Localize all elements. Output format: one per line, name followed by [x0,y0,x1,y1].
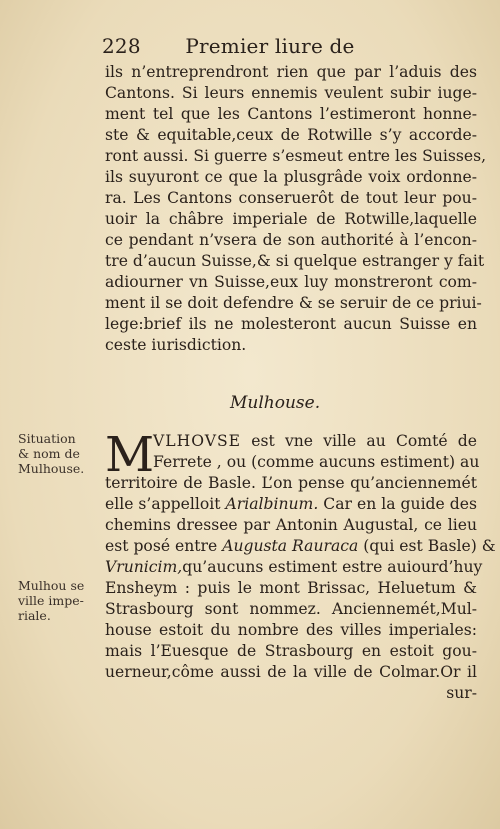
catchword: sur- [446,684,477,702]
running-title: Premier liure de [185,34,355,58]
body-text [105,62,487,356]
drop-capital: M [105,427,155,483]
text-fragment: elle s’appelloit [105,495,226,513]
text-line: ment il se doit defendre & se seruir de ce priui- [105,294,482,312]
margin-note-situation [18,431,96,476]
text-line [105,557,483,578]
text-fragment: est posé entre [105,537,223,555]
text-line: ceste iurisdiction. [105,336,247,354]
running-header [102,34,382,58]
text-line: adiourner vn Suisse,eux luy monstreront com- [105,273,477,291]
text-line: ils n’entreprendront rien que par l’aduis des [105,63,477,81]
text-line [105,494,477,515]
text-line: lege:brief ils ne molesteront aucun Suisse en [105,315,477,333]
text-line: uerneur,côme aussi de la ville de Colmar.Or il [105,663,477,681]
text-line: chemins dressee par Antonin Augustal, ce lieu [105,516,477,534]
text-line: Ensheym : puis le mont Brissac, Heluetum & [105,579,477,597]
text-line: ste & equitable,ceux de Rotwille s’y accorde- [105,126,477,144]
text-line [105,431,477,452]
text-line: Ferrete , ou (comme aucuns estiment) au [153,453,480,471]
text-fragment: Car en la guide des [318,495,477,513]
small-caps-word: VLHOVSE [153,432,242,450]
text-fragment: est vne ville au Comté de [241,432,477,450]
text-line: Cantons. Si leurs ennemis veulent subir iuge- [105,84,477,102]
section-heading: Mulhouse. [230,393,321,413]
section-text [105,427,496,704]
text-line: ra. Les Cantons conseruerôt de tout leur pou- [105,189,477,207]
text-line [105,536,496,557]
text-line: Strasbourg sont nommez. Anciennemét,Mul- [105,600,477,618]
italic-term: Arialbinum. [225,495,319,513]
margin-note-line: & nom de [18,446,80,461]
page-number: 228 [102,34,141,58]
text-line: territoire de Basle. L’on pense qu’anciennemét [105,474,477,492]
text-line: mais l’Euesque de Strasbourg en estoit gou- [105,642,477,660]
text-line: ment tel que les Cantons l’estimeront honne- [105,105,477,123]
text-line: tre d’aucun Suisse,& si quelque estranger y fait [105,252,485,270]
text-fragment: qu’aucuns estiment estre auiourd’huy [182,558,483,576]
italic-term: Augusta Rauraca [222,537,359,555]
text-line: ils suyuront ce que la plusgrâde voix ordonne- [105,168,477,186]
margin-note-line: Situation [18,431,76,446]
margin-note-line: Mulhouse. [18,461,85,476]
margin-note-imperial [18,578,96,623]
margin-note-line: Mulhou se [18,578,85,593]
text-line: uoir la châbre imperiale de Rotwille,laquelle [105,210,477,228]
margin-note-line: ville impe- [18,593,84,608]
italic-term: Vrunicim, [105,558,183,576]
text-line: house estoit du nombre des villes imperiales: [105,621,477,639]
text-fragment: (qui est Basle) & [358,537,496,555]
text-line: ce pendant n’vsera de son authorité à l’encon- [105,231,477,249]
margin-note-line: riale. [18,608,51,623]
text-line: ront aussi. Si guerre s’esmeut entre les Suisses, [105,147,487,165]
